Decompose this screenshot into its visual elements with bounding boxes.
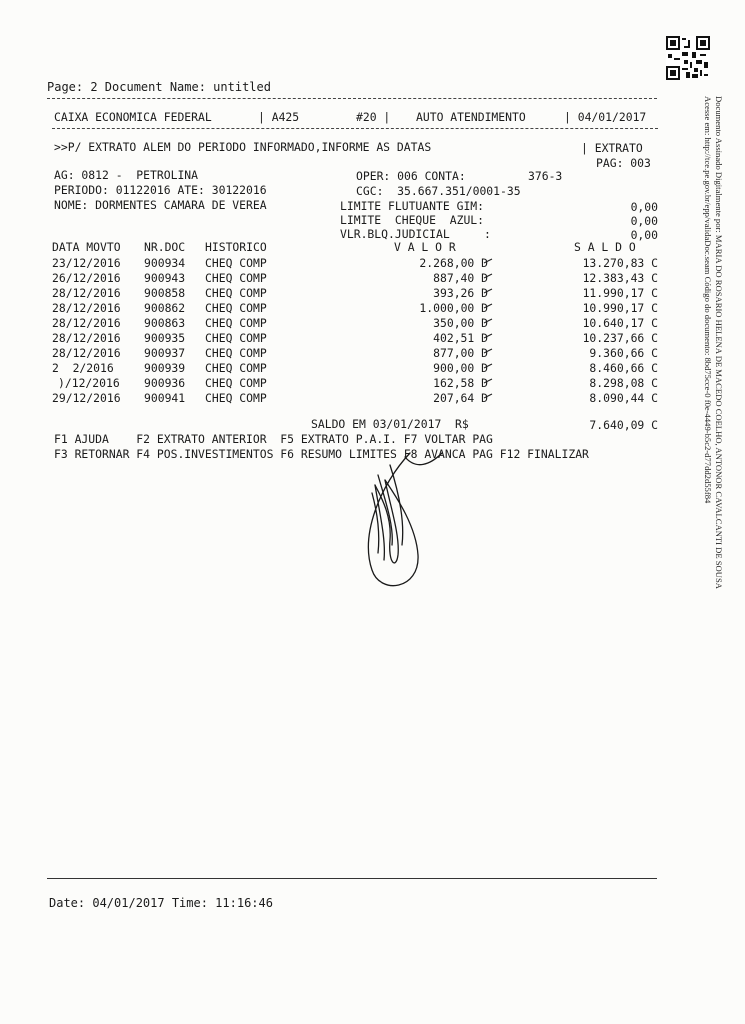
divider	[52, 128, 658, 129]
table-row: 23/12/2016 900934 CHEQ COMP 2.268,00 D 13.270,83 C	[52, 256, 658, 270]
operation: OPER: 006 CONTA:	[356, 169, 466, 183]
bank-name: CAIXA ECONOMICA FEDERAL	[54, 110, 212, 124]
table-row: 28/12/2016 900935 CHEQ COMP 402,51 D 10.237,66 C	[52, 331, 658, 345]
account-name: NOME: DORMENTES CAMARA DE VEREA	[54, 198, 267, 212]
table-row: 28/12/2016 900858 CHEQ COMP 393,26 D 11.990,17 C	[52, 286, 658, 300]
limit-value: 0,00	[630, 214, 658, 228]
function-keys-row-1: F1 AJUDA F2 EXTRATO ANTERIOR F5 EXTRATO P.A.I. F7 VOLTAR PAG	[54, 432, 493, 446]
table-row: 28/12/2016 900863 CHEQ COMP 350,00 D 10.640,17 C	[52, 316, 658, 330]
column-header-valor: V A L O R	[394, 240, 456, 254]
table-row: 2 2/2016 900939 CHEQ COMP 900,00 D 8.460,66 C	[52, 361, 658, 375]
table-row: 28/12/2016 900937 CHEQ COMP 877,00 D 9.360,66 C	[52, 346, 658, 360]
table-row: 28/12/2016 900862 CHEQ COMP 1.000,00 D 10.990,17 C	[52, 301, 658, 315]
footer-divider	[47, 878, 657, 879]
terminal-number: #20 |	[356, 110, 391, 124]
agency: AG: 0812 - PETROLINA	[54, 168, 199, 182]
function-keys-row-2: F3 RETORNAR F4 POS.INVESTIMENTOS F6 RESUMO LIMITES F8 AVANCA PAG F12 FINALIZAR	[54, 447, 589, 461]
period-notice: >>P/ EXTRATO ALEM DO PERIODO INFORMADO,INFORME AS DATAS	[54, 140, 432, 154]
service-mode: AUTO ATENDIMENTO	[416, 110, 526, 124]
header-date: | 04/01/2017	[564, 110, 647, 124]
limit-value: 0,00	[630, 228, 658, 242]
final-balance-label: SALDO EM 03/01/2017 R$	[311, 417, 469, 431]
extrato-label: | EXTRATO	[581, 141, 643, 155]
cgc: CGC: 35.667.351/0001-35	[356, 184, 521, 198]
column-header-saldo: S A L D O	[574, 240, 636, 254]
column-header-date: DATA MOVTO	[52, 240, 121, 254]
table-row: 29/12/2016 900941 CHEQ COMP 207,64 D 8.090,44 C	[52, 391, 658, 405]
column-header-historico: HISTORICO	[205, 240, 267, 254]
footer-datetime: Date: 04/01/2017 Time: 11:16:46	[49, 896, 273, 910]
page-number: PAG: 003	[596, 156, 651, 170]
limit-label: LIMITE CHEQUE AZUL:	[340, 213, 485, 227]
bank-code: | A425	[258, 110, 300, 124]
handwritten-signature	[350, 445, 460, 595]
final-balance-value: 7.640,09 C	[589, 418, 658, 432]
limit-label: LIMITE FLUTUANTE GIM:	[340, 199, 485, 213]
limit-value: 0,00	[630, 200, 658, 214]
account-number: 376-3	[528, 169, 563, 183]
page-header: Page: 2 Document Name: untitled	[47, 80, 271, 94]
digital-signature-note: Documento Assinado Digitalmente por: MARIA DO ROSARIO HELENA DE MACEDO COELHO, ANTONOR CAVALCANTI DE SOUSA Acesse em: http://tce.pe.gov.br/epp/validaDoc.seam Código do documento: 8bd75cce-0 f0e-4449-b5c2-d77dd2d55f84	[703, 96, 724, 589]
column-header-doc: NR.DOC	[144, 240, 186, 254]
limit-label: VLR.BLQ.JUDICIAL :	[340, 227, 491, 241]
qr-code	[666, 36, 710, 80]
check-marks	[482, 258, 496, 408]
period: PERIODO: 01122016 ATE: 30122016	[54, 183, 267, 197]
divider	[47, 98, 657, 99]
table-row: 26/12/2016 900943 CHEQ COMP 887,40 D 12.383,43 C	[52, 271, 658, 285]
table-row: )/12/2016 900936 CHEQ COMP 162,58 D 8.298,08 C	[58, 376, 658, 390]
table-header	[52, 240, 662, 255]
